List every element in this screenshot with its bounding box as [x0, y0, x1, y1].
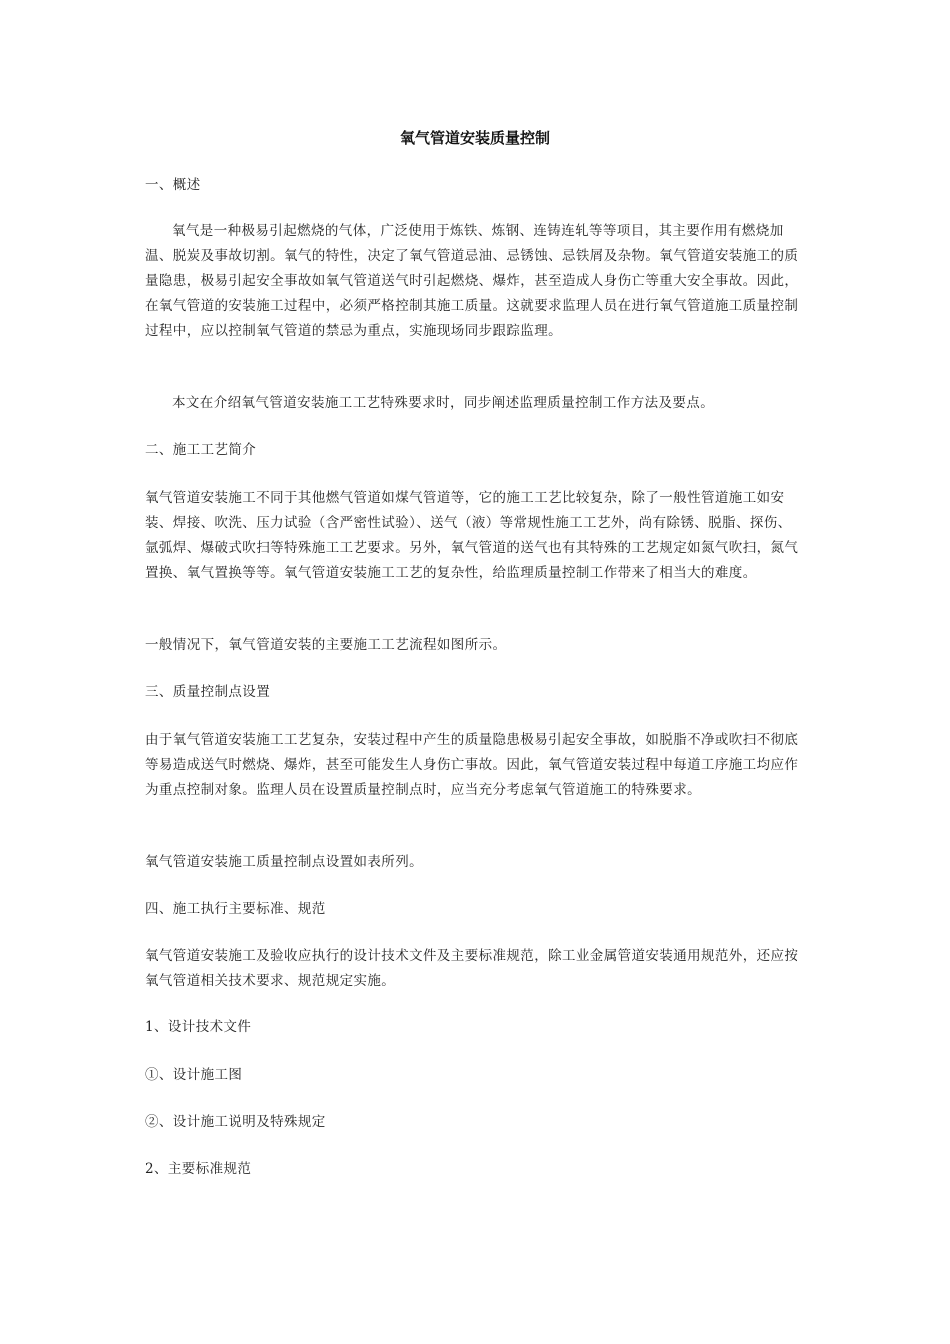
paragraph-flow: 一般情况下，氧气管道安装的主要施工工艺流程如图所示。	[145, 637, 507, 653]
list-item-construction-drawings: ①、设计施工图	[145, 1067, 243, 1083]
section-heading-overview: 一、概述	[145, 177, 201, 193]
section-heading-standards: 四、施工执行主要标准、规范	[145, 901, 326, 917]
paragraph-process: 氧气管道安装施工不同于其他燃气管道如煤气管道等，它的施工工艺比较复杂，除了一般性管道施工如安装、焊接、吹洗、压力试验（含严密性试验）、送气（液）等常规性施工工艺外，尚有除锈、脱脂、探伤、氩弧焊、爆破式吹扫等特殊施工工艺要求。另外，氧气管道的送气也有其特殊的工艺规定如氮气吹扫，氮气置换、氧气置换等等。氧气管道安装施工工艺的复杂性，给监理质量控制工作带来了相当大的难度。	[145, 490, 799, 581]
paragraph-intro: 本文在介绍氧气管道安装施工工艺特殊要求时，同步阐述监理质量控制工作方法及要点。	[172, 395, 715, 411]
paragraph-table-ref: 氧气管道安装施工质量控制点设置如表所列。	[145, 854, 423, 870]
list-item-design-docs: 1、设计技术文件	[145, 1019, 252, 1035]
section-heading-control-points: 三、质量控制点设置	[145, 684, 271, 700]
section-heading-process: 二、施工工艺简介	[145, 442, 257, 458]
list-item-main-standards: 2、主要标准规范	[145, 1161, 252, 1177]
paragraph-overview: 氧气是一种极易引起燃烧的气体，广泛使用于炼铁、炼钢、连铸连轧等等项目，其主要作用有燃烧加温、脱炭及事故切割。氧气的特性，决定了氧气管道忌油、忌锈蚀、忌铁屑及杂物。氧气管道安装施工的质量隐患，极易引起安全事故如氧气管道送气时引起燃烧、爆炸，甚至造成人身伤亡等重大安全事故。因此，在氧气管道的安装施工过程中，必须严格控制其施工质量。这就要求监理人员在进行氧气管道施工质量控制过程中，应以控制氧气管道的禁忌为重点，实施现场同步跟踪监理。	[145, 223, 799, 339]
list-item-construction-notes: ②、设计施工说明及特殊规定	[145, 1114, 326, 1130]
paragraph-standards: 氧气管道安装施工及验收应执行的设计技术文件及主要标准规范，除工业金属管道安装通用规范外，还应按氧气管道相关技术要求、规范规定实施。	[145, 948, 799, 989]
paragraph-control-points: 由于氧气管道安装施工工艺复杂，安装过程中产生的质量隐患极易引起安全事故，如脱脂不净或吹扫不彻底等易造成送气时燃烧、爆炸，甚至可能发生人身伤亡事故。因此，氧气管道安装过程中每道工序施工均应作为重点控制对象。监理人员在设置质量控制点时，应当充分考虑氧气管道施工的特殊要求。	[145, 732, 799, 798]
document-title: 氧气管道安装质量控制	[399, 129, 550, 147]
